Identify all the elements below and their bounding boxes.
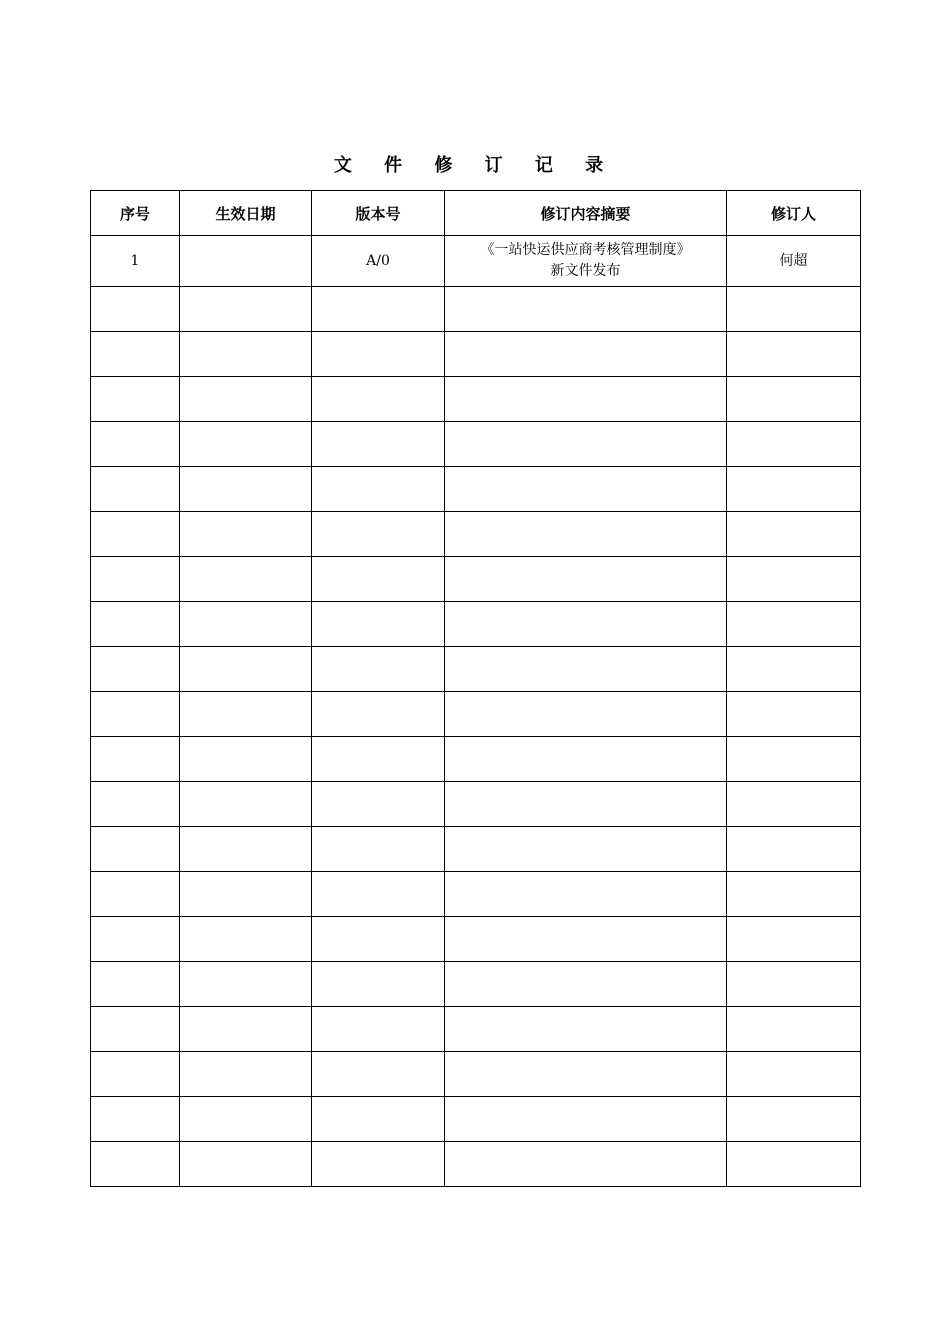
header-reviser: 修订人 (727, 191, 861, 236)
cell-reviser (727, 782, 861, 827)
table-header-row (91, 191, 861, 236)
cell-version: A/0 (312, 236, 445, 287)
cell-revision-summary (445, 917, 727, 962)
cell-effective-date (180, 467, 312, 512)
table-row (91, 422, 861, 467)
cell-reviser (727, 287, 861, 332)
cell-no (91, 332, 180, 377)
cell-no (91, 692, 180, 737)
cell-reviser: 何超 (727, 236, 861, 287)
cell-effective-date (180, 602, 312, 647)
cell-effective-date (180, 512, 312, 557)
cell-no (91, 827, 180, 872)
table-row (91, 827, 861, 872)
cell-reviser (727, 422, 861, 467)
table-row (91, 917, 861, 962)
cell-revision-summary (445, 962, 727, 1007)
cell-reviser (727, 647, 861, 692)
cell-reviser (727, 467, 861, 512)
page-title: 文 件 修 订 记 录 (333, 155, 617, 176)
cell-effective-date (180, 422, 312, 467)
cell-no: 1 (91, 236, 180, 287)
cell-effective-date (180, 962, 312, 1007)
cell-revision-summary (445, 557, 727, 602)
cell-version (312, 737, 445, 782)
cell-reviser (727, 692, 861, 737)
cell-version (312, 962, 445, 1007)
cell-version (312, 1052, 445, 1097)
cell-reviser (727, 917, 861, 962)
table-row (91, 467, 861, 512)
cell-version (312, 377, 445, 422)
cell-no (91, 377, 180, 422)
cell-revision-summary (445, 737, 727, 782)
cell-no (91, 782, 180, 827)
table-row (91, 332, 861, 377)
cell-no (91, 647, 180, 692)
cell-effective-date (180, 377, 312, 422)
cell-reviser (727, 512, 861, 557)
cell-version (312, 422, 445, 467)
cell-reviser (727, 1142, 861, 1187)
cell-effective-date (180, 1097, 312, 1142)
cell-revision-summary (445, 602, 727, 647)
cell-version (312, 557, 445, 602)
cell-version (312, 1097, 445, 1142)
cell-revision-summary (445, 422, 727, 467)
cell-effective-date (180, 1052, 312, 1097)
cell-effective-date (180, 917, 312, 962)
cell-no (91, 1052, 180, 1097)
cell-version (312, 287, 445, 332)
revision-record-table (90, 190, 861, 1187)
cell-version (312, 467, 445, 512)
cell-reviser (727, 872, 861, 917)
cell-version (312, 782, 445, 827)
cell-no (91, 872, 180, 917)
cell-effective-date (180, 1142, 312, 1187)
summary-line-2: 新文件发布 (550, 263, 621, 279)
header-version: 版本号 (312, 191, 445, 236)
cell-no (91, 512, 180, 557)
cell-revision-summary (445, 332, 727, 377)
cell-no (91, 422, 180, 467)
cell-no (91, 1007, 180, 1052)
cell-reviser (727, 962, 861, 1007)
table-row (91, 1097, 861, 1142)
table-row (91, 512, 861, 557)
cell-no (91, 917, 180, 962)
cell-effective-date (180, 692, 312, 737)
cell-effective-date (180, 236, 312, 287)
cell-revision-summary (445, 377, 727, 422)
cell-effective-date (180, 332, 312, 377)
cell-revision-summary (445, 872, 727, 917)
table-row (91, 1007, 861, 1052)
cell-no (91, 602, 180, 647)
summary-line-1: 《一站快运供应商考核管理制度》 (480, 242, 691, 258)
cell-revision-summary (445, 1052, 727, 1097)
table-row (91, 602, 861, 647)
cell-effective-date (180, 647, 312, 692)
table-row (91, 872, 861, 917)
cell-revision-summary (445, 1007, 727, 1052)
cell-reviser (727, 827, 861, 872)
cell-reviser (727, 737, 861, 782)
cell-reviser (727, 1007, 861, 1052)
header-revision-summary: 修订内容摘要 (445, 191, 727, 236)
cell-effective-date (180, 872, 312, 917)
cell-reviser (727, 332, 861, 377)
cell-effective-date (180, 737, 312, 782)
table-row (91, 647, 861, 692)
cell-effective-date (180, 827, 312, 872)
cell-effective-date (180, 782, 312, 827)
cell-revision-summary (445, 692, 727, 737)
cell-no (91, 1097, 180, 1142)
cell-revision-summary (445, 287, 727, 332)
cell-version (312, 332, 445, 377)
table-row (91, 236, 861, 287)
cell-no (91, 287, 180, 332)
table-row (91, 1052, 861, 1097)
cell-no (91, 962, 180, 1007)
table-row (91, 557, 861, 602)
cell-reviser (727, 1097, 861, 1142)
cell-revision-summary (445, 467, 727, 512)
cell-reviser (727, 602, 861, 647)
cell-revision-summary (445, 1142, 727, 1187)
table-row (91, 782, 861, 827)
cell-revision-summary (445, 782, 727, 827)
cell-revision-summary (445, 1097, 727, 1142)
header-effective-date: 生效日期 (180, 191, 312, 236)
cell-effective-date (180, 1007, 312, 1052)
header-no: 序号 (91, 191, 180, 236)
cell-version (312, 692, 445, 737)
cell-no (91, 1142, 180, 1187)
cell-version (312, 602, 445, 647)
cell-version (312, 827, 445, 872)
table-row (91, 692, 861, 737)
cell-reviser (727, 557, 861, 602)
cell-version (312, 512, 445, 557)
cell-revision-summary (445, 827, 727, 872)
table-row (91, 377, 861, 422)
cell-reviser (727, 1052, 861, 1097)
cell-reviser (727, 377, 861, 422)
table-row (91, 737, 861, 782)
table-row (91, 962, 861, 1007)
table-row (91, 287, 861, 332)
cell-revision-summary (445, 512, 727, 557)
cell-version (312, 917, 445, 962)
cell-effective-date (180, 287, 312, 332)
cell-version (312, 1142, 445, 1187)
cell-version (312, 872, 445, 917)
cell-revision-summary (445, 647, 727, 692)
cell-no (91, 557, 180, 602)
table-row (91, 1142, 861, 1187)
cell-no (91, 737, 180, 782)
cell-revision-summary (445, 236, 727, 287)
cell-version (312, 647, 445, 692)
cell-no (91, 467, 180, 512)
cell-version (312, 1007, 445, 1052)
cell-effective-date (180, 557, 312, 602)
